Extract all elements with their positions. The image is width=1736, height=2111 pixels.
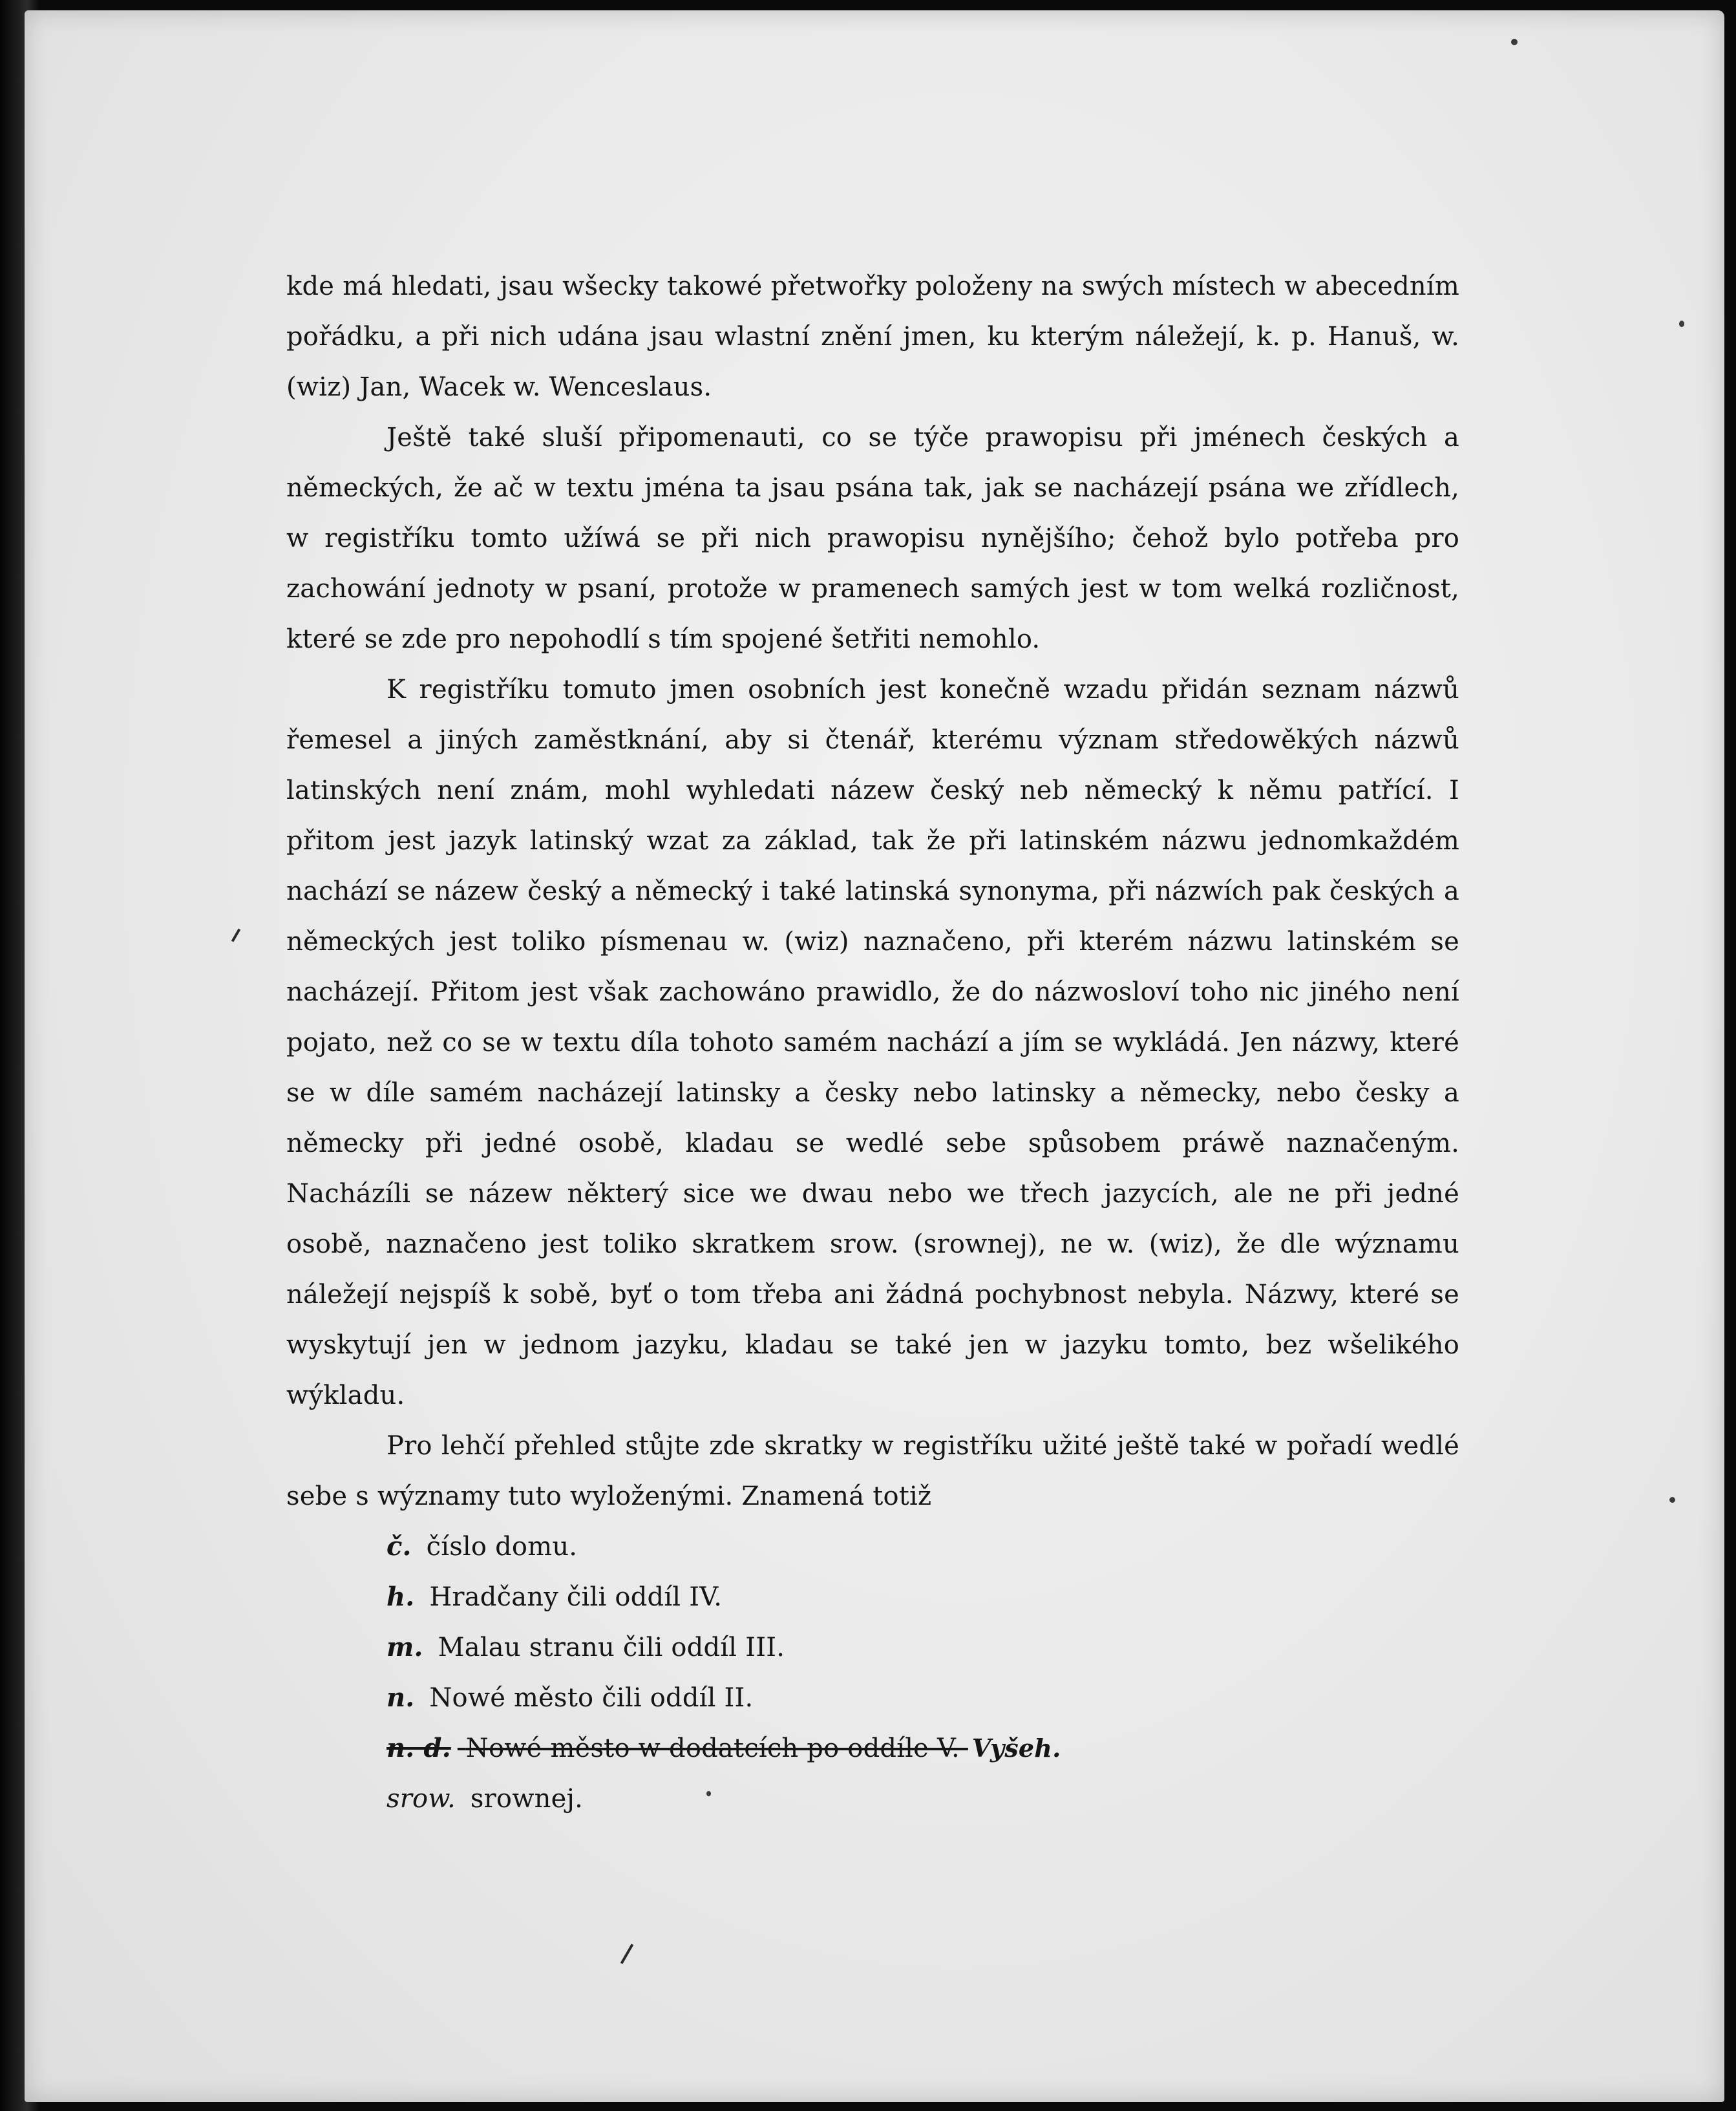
- ink-mark: [231, 928, 240, 942]
- abbreviation-meaning: Malau stranu čili oddíl III.: [438, 1633, 785, 1662]
- abbreviation-meaning: Hradčany čili oddíl IV.: [429, 1582, 723, 1612]
- abbreviation-meaning: Nowé město w dodatcích po oddíle V.: [465, 1734, 960, 1763]
- paragraph-3: K registříku tomuto jmen osobních jest konečně wzadu přidán seznam názwů řemesel a jiných zaměstknání, aby si čtenář, kterému význam středowěkých názwů latinských není znám, mohl wyhledati názew český neb německý k němu patřící. I přitom jest jazyk latinský wzat za základ, tak že při latinském názwu jednomkaždém nachází se názew český a německý i také latinská synonyma, při názwích pak českých a německých jest toliko písmenau w. (wiz) naznačeno, při kterém názwu latinském se nacházejí. Přitom jest však zachowáno prawidlo, že do názwosloví toho nic jiného není pojato, než co se w textu díla tohoto samém nachází a jím se wykládá. Jen názwy, které se w díle samém nacházejí latinsky a česky nebo latinsky a německy, nebo česky a německy při jedné osobě, kladau se wedlé sebe spůsobem práwě naznačeným. Nacházíli se názew některý sice we dwau nebo we třech jazycích, ale ne při jedné osobě, naznačeno jest toliko skratkem srow. (srownej), ne w. (wiz), že dle wýznamu náležejí nejspíš k sobě, byť o tom třeba ani žádná pochybnost nebyla. Názwy, které se wyskytují jen w jednom jazyku, kladau se také jen w jazyku tomto, bez wšelikého wýkladu.: [286, 675, 1459, 1410]
- abbreviation-item: [386, 1622, 1459, 1673]
- body-text: [286, 261, 1459, 1824]
- paper-speck: [1679, 321, 1684, 327]
- abbreviation-meaning: srownej.: [470, 1784, 583, 1814]
- paragraph-2: Ještě také sluší připomenauti, co se týče prawopisu při jménech českých a německých, že ač w textu jména ta jsau psána tak, jak se nacházejí psána we zřídlech, w registříku tomto užíwá se při nich prawopisu nynějšího; čehož bylo potřeba pro zachowání jednoty w psaní, protože w pramenech samých jest w tom welká rozličnost, které se zde pro nepohodlí s tím spojené šetřiti nemohlo.: [286, 423, 1459, 654]
- abbreviation-item: [386, 1572, 1459, 1622]
- handwritten-annotation: Vyšeh.: [971, 1734, 1061, 1763]
- abbreviation-list: [286, 1522, 1459, 1824]
- paper-speck: [1511, 39, 1518, 45]
- abbreviation-item: [386, 1673, 1459, 1723]
- paper-speck: [1669, 1497, 1675, 1503]
- abbreviation-item-struck: [386, 1723, 1459, 1774]
- abbreviation-key: n.: [386, 1682, 415, 1713]
- ink-mark: [620, 1944, 633, 1964]
- abbreviation-key: č.: [386, 1531, 412, 1562]
- abbreviation-key: n. d.: [386, 1733, 451, 1763]
- abbreviation-key: h.: [386, 1582, 415, 1612]
- abbreviation-item: [386, 1774, 1459, 1824]
- abbreviation-item: [386, 1522, 1459, 1572]
- abbreviation-meaning: číslo domu.: [426, 1532, 578, 1562]
- abbreviation-key: m.: [386, 1632, 423, 1662]
- paragraph-1: kde má hledati, jsau wšecky takowé přetwořky položeny na swých místech w abecedním pořádku, a při nich udána jsau wlastní znění jmen, ku kterým náležejí, k. p. Hanuš, w. (wiz) Jan, Wacek w. Wenceslaus.: [286, 271, 1459, 402]
- paragraph-4: Pro lehčí přehled stůjte zde skratky w registříku užité ještě také w pořadí wedlé sebe s wýznamy tuto wyloženými. Znamená totiž: [286, 1431, 1459, 1511]
- abbreviation-key: srow.: [386, 1784, 456, 1814]
- struck-entry: [386, 1734, 968, 1763]
- abbreviation-meaning: Nowé město čili oddíl II.: [429, 1683, 754, 1713]
